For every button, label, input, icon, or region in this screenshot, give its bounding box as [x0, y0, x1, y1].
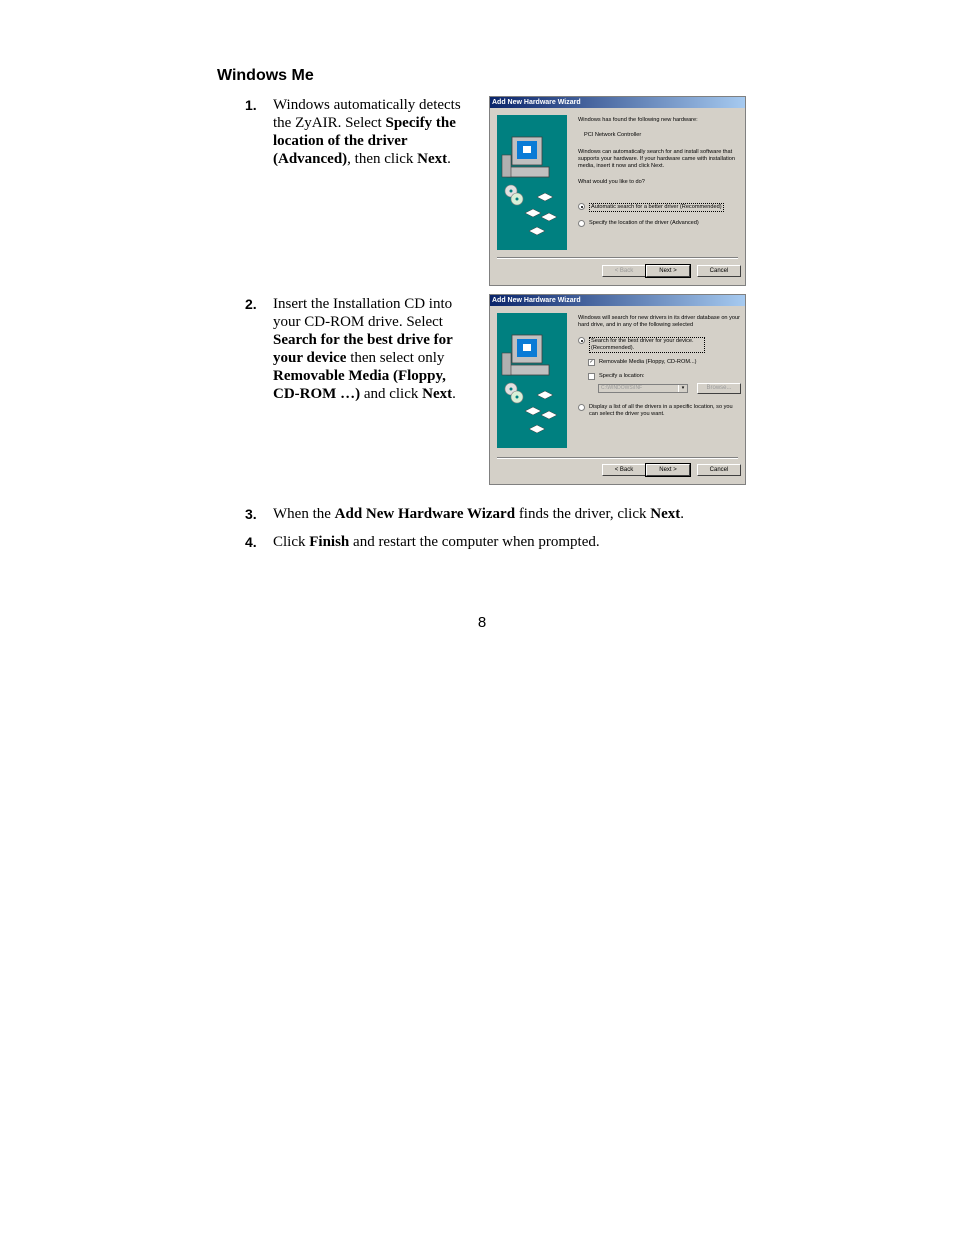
location-dropdown[interactable]: C:\WINDOWS\INF ▾ [598, 384, 688, 393]
step-1-number: 1. [245, 97, 257, 113]
step-4-text [273, 533, 833, 551]
step-1-segment: Specify the location of the driver (Advanced) [273, 115, 456, 167]
step-1-segment: Windows automatically detects the ZyAIR. Select [273, 97, 461, 131]
checkbox-removable-media[interactable]: ✓ Removable Media (Floppy, CD-ROM...) [589, 359, 697, 365]
step-4-segment: Finish [309, 534, 350, 550]
option-search-best-driver[interactable]: Search for the best driver for your device. (Recommended). [578, 337, 705, 353]
next-button[interactable]: Next > [646, 265, 690, 277]
wizard-dialog-2 [489, 294, 746, 485]
step-1-text [273, 96, 473, 168]
step-3-segment: . [680, 506, 685, 522]
checkbox-icon[interactable] [588, 373, 595, 380]
section-heading: Windows Me [217, 67, 314, 84]
step-1-segment: . [447, 151, 451, 167]
computer-icon [497, 313, 567, 448]
step-3-segment: finds the driver, click [515, 506, 651, 522]
wizard-illustration [497, 115, 567, 250]
step-2-segment: . [452, 386, 456, 402]
back-button[interactable]: < Back [602, 464, 646, 476]
radio-selected-icon[interactable] [578, 337, 585, 344]
step-2-segment: Search for the best drive for your device [273, 332, 453, 366]
checkbox-specify-location[interactable]: Specify a location: [588, 373, 644, 380]
computer-icon [497, 115, 567, 250]
step-3-number: 3. [245, 506, 257, 522]
cancel-button[interactable]: Cancel [697, 464, 741, 476]
step-4-segment: and restart the computer when prompted. [349, 534, 600, 550]
found-hardware-text: Windows has found the following new hardware: [578, 117, 698, 123]
checkmark-icon[interactable]: ✓ [589, 359, 594, 365]
step-2-number: 2. [245, 296, 257, 312]
back-button[interactable]: < Back [602, 265, 646, 277]
step-3-text [273, 505, 833, 523]
page-number: 8 [477, 614, 487, 631]
step-4-segment: Click [273, 534, 310, 550]
dialog-title: Add New Hardware Wizard [490, 295, 745, 306]
dialog-title: Add New Hardware Wizard [490, 97, 745, 108]
chevron-down-icon[interactable]: ▾ [678, 385, 687, 392]
option-automatic-search[interactable]: Automatic search for a better driver (Recommended) [578, 203, 724, 212]
dialog-separator [497, 257, 738, 259]
step-2-segment: Next [422, 386, 453, 402]
wizard-illustration [497, 313, 567, 448]
auto-search-description: Windows can automatically search for and install software that supports your hardware. If your hardware came with installation media, insert it now and click Next. [578, 149, 736, 169]
step-2-segment: Removable Media (Floppy, CD-ROM …) [273, 368, 446, 402]
radio-icon[interactable] [578, 404, 585, 411]
step-2-segment: then select only [346, 350, 445, 366]
option-specify-location[interactable]: Specify the location of the driver (Advanced) [578, 220, 699, 227]
option-display-driver-list[interactable]: Display a list of all the drivers in a specific location, so you can select the driver you want. [578, 404, 741, 418]
step-1-segment: , then click [347, 151, 418, 167]
radio-icon[interactable] [578, 220, 585, 227]
step-3-segment: When the [273, 506, 335, 522]
step-1-segment: Next [417, 151, 448, 167]
radio-selected-icon[interactable] [578, 203, 585, 210]
wizard-dialog-1 [489, 96, 746, 286]
step-2-segment: Insert the Installation CD into your CD-ROM drive. Select [273, 296, 453, 330]
step-4-number: 4. [245, 534, 257, 550]
next-button[interactable]: Next > [646, 464, 690, 476]
question-text: What would you like to do? [578, 179, 645, 185]
step-2-segment: and click [360, 386, 423, 402]
step-2-text [273, 295, 473, 403]
device-name: PCI Network Controller [584, 132, 642, 138]
step-3-segment: Next [650, 506, 681, 522]
browse-button[interactable]: Browse... [697, 383, 741, 394]
step-3-segment: Add New Hardware Wizard [334, 506, 516, 522]
search-intro-text: Windows will search for new drivers in its driver database on your hard drive, and in any of the following selected [578, 315, 740, 328]
dialog-separator [497, 457, 738, 459]
cancel-button[interactable]: Cancel [697, 265, 741, 277]
